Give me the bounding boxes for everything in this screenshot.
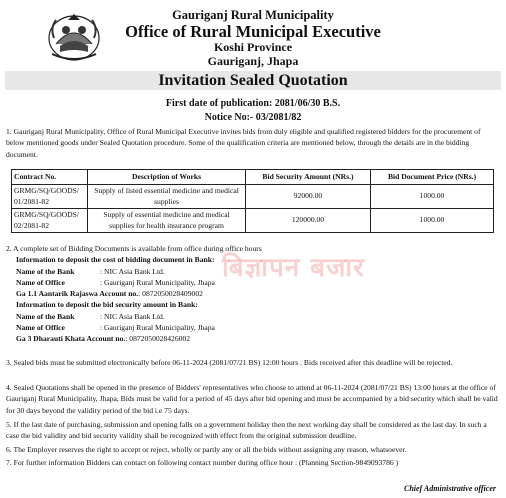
document-price-cell: 1000.00: [371, 185, 494, 209]
bank-row: [6, 311, 498, 322]
paragraph-5: 5. If the last date of purchasing, submission and opening falls on a government holiday then the next working day shall be considered as the last day. In such a case the bid validity and bid security validity shall be recognized with effect from the original submission deadline.: [6, 420, 487, 441]
description-cell: Supply of listed essential medicine and medical supplies: [88, 185, 246, 209]
location-name: Gauriganj, Jhapa: [207, 54, 299, 68]
table-header-row: [12, 170, 494, 185]
document-title: Invitation Sealed Quotation: [5, 71, 501, 90]
office-title: Office of Rural Municipal Executive: [125, 22, 381, 41]
account-value: : 0872050028409002: [138, 289, 203, 299]
municipality-name: Gauriganj Rural Municipality: [172, 8, 334, 22]
bid-security-cell: 92000.00: [245, 185, 370, 209]
notice-number: Notice No:- 03/2081/82: [204, 112, 302, 123]
table-row: [12, 185, 494, 209]
paragraph-7: 7. For further information Bidders can contact on following contact number during office hour : (Planning Section-9849093786 ): [6, 458, 399, 467]
document-price-cell: 1000.00: [371, 209, 494, 233]
column-header: Bid Document Price (NRs.): [371, 170, 494, 185]
account-value: : 0872050028426002: [125, 334, 191, 344]
bank-label: Name of the Bank: [16, 311, 75, 321]
paragraph-6: 6. The Employer reserves the right to accept or reject, wholly or partly any or all the bids without assigning any reason, whatsoever.: [6, 445, 407, 454]
account-label: Ga 3 Dharauti Khata Account no.: [16, 334, 126, 344]
contract-no-cell: GRMG/SQ/GOODS/ 01/2081-82: [12, 185, 88, 209]
office-value: : Gauriganj Rural Municipality, Jhapa: [100, 277, 215, 287]
bid-security-info-title: Information to deposit the bid security amount in Bank:: [16, 300, 198, 310]
paragraph-4: 4. Sealed Quotations shall be opened in the presence of Bidders' representatives who choose to attend at 06-11-2024 (2081/07/21 BS) 13:00 hours at the office of Gauriganj Rural Municipality, Jhapa, Bids must be valid for a period of 45 days after bid opening and must be accompanied by a bid security which shall be valid for 30 days beyond the validity period of the bid i.e 75 days.: [6, 383, 498, 415]
office-label: Name of Office: [16, 323, 65, 333]
paragraph-1: 1. Gauriganj Rural Municipality, Office of Rural Municipal Executive invites bids from duly eligible and qualified registered bidders for the procurement of below mentioned goods under Sealed Quotation procedure. Some of the qualification criteria are mentioned below, through the details are in the bidding document.: [6, 127, 481, 159]
column-header: Bid Security Amount (NRs.): [245, 170, 370, 185]
province-name: Koshi Province: [213, 40, 293, 54]
bid-security-cell: 120000.00: [245, 209, 370, 233]
table-row: [12, 209, 494, 233]
column-header: Contract No.: [12, 170, 88, 185]
document-cost-info-title: Information to deposit the cost of bidding document in Bank:: [16, 255, 215, 265]
office-label: Name of Office: [16, 277, 65, 287]
account-row: [6, 333, 498, 344]
watermark: बिज्ञापन बजार: [222, 253, 365, 283]
publication-date: First date of publication: 2081/06/30 B.S.: [165, 98, 341, 109]
account-row: [6, 288, 498, 299]
contracts-table: [11, 169, 494, 233]
paragraph-3: 3. Sealed bids must be submitted electronically before 06-11-2024 (2081/07/21 BS) 12:00 hours . Bids received after this deadline will be rejected.: [6, 358, 453, 367]
account-label: Ga 1.1 Aantarik Rajaswa Account no.: [16, 289, 139, 299]
office-row: [6, 322, 498, 333]
bank-value: : NIC Asia Bank Ltd.: [100, 311, 165, 321]
paragraph-2-intro: 2. A complete set of Bidding Documents is available from office during office hours: [6, 244, 262, 253]
description-cell: Supply of essential medicine and medical supplies for health insurance program: [88, 209, 246, 233]
office-value: : Gauriganj Rural Municipality, Jhapa: [100, 323, 215, 333]
bank-label: Name of the Bank: [16, 266, 75, 276]
bank-value: : NIC Asia Bank Ltd.: [100, 266, 165, 276]
column-header: Description of Works: [88, 170, 246, 185]
signature-title: Chief Administrative officer: [404, 484, 496, 493]
contract-no-cell: GRMG/SQ/GOODS/ 02/2081-82: [12, 209, 88, 233]
